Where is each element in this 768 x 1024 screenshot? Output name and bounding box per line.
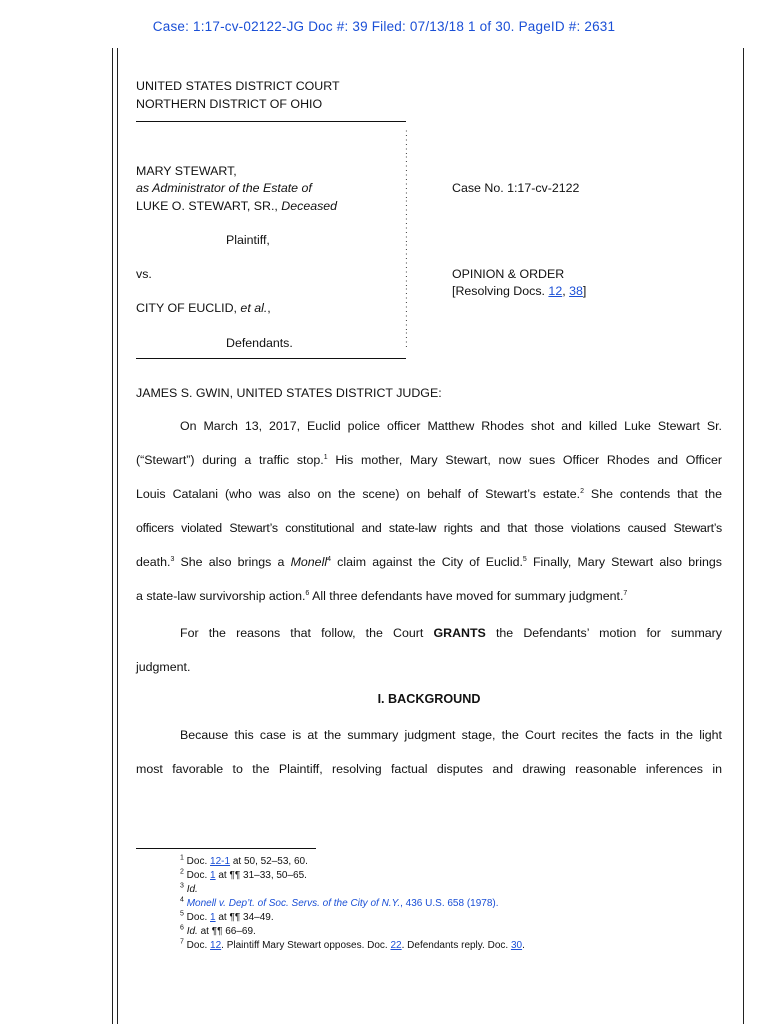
caption-divider: : : : : : : : : : : : : : : : : : : : : : : : : : [405,128,408,351]
footnote-5: $^5$ Doc. 1 at ¶¶ 34–49. [180,910,274,923]
p3-line-2: most favorable to the Plaintiff, resolving factual disputes and drawing reasonable inferences in [136,762,722,776]
caption-bottom-rule [136,358,406,359]
footnote-1: $^1$ Doc. 12-1 at 50, 52–53, 60. [180,854,308,867]
judge-line: JAMES S. GWIN, UNITED STATES DISTRICT JUDGE: [136,386,442,400]
p2-line-2: judgment. [136,660,191,674]
plaintiff-label: Plaintiff, [226,233,270,247]
defendants-label: Defendants. [226,336,293,350]
footnote-2: $^2$ Doc. 1 at ¶¶ 31–33, 50–65. [180,868,307,881]
footnote-7: $^7$ Doc. 12. Plaintiff Mary Stewart opposes. Doc. 22. Defendants reply. Doc. 30. [180,938,525,951]
versus: vs. [136,267,152,281]
p1-line-6: a state-law survivorship action.$^6$ All three defendants have moved for summary judgment.$^7$ [136,589,628,603]
plaintiff-role: as Administrator of the Estate of [136,181,312,195]
footnote-ref-1[interactable]: 1 [323,453,328,461]
p1-line-5: death.$^3$ She also brings a Monell$^4$ claim against the City of Euclid.$^5$ Finally, Mary Stewart also brings [136,555,722,569]
footnote-ref-5[interactable]: 5 [522,555,527,563]
defendant-name: CITY OF EUCLID, et al., [136,301,271,315]
footnote-ref-7[interactable]: 7 [623,589,628,597]
p1-line-1: On March 13, 2017, Euclid police officer Matthew Rhodes shot and killed Luke Stewart Sr. [180,419,722,433]
p1-line-2: (“Stewart”) during a traffic stop.$^1$ His mother, Mary Stewart, now sues Officer Rhodes and Officer [136,453,722,467]
p1-line-4: officers violated Stewart’s constitutional and state-law rights and that those violations caused Stewart’s [136,521,722,535]
paragraph-1 [136,409,722,613]
footnote-ref-3[interactable]: 3 [170,555,175,563]
doc-link-12[interactable]: 12 [548,284,563,298]
doc-link-30[interactable]: 30 [510,940,523,951]
monell-citation-link[interactable]: Monell v. Dep’t. of Soc. Servs. of the City of N.Y. [186,898,401,909]
doc-link-1-b[interactable]: 1 [210,912,216,923]
footnote-6: $^6$ Id. at ¶¶ 66–69. [180,924,256,937]
doc-link-12-1[interactable]: 12-1 [210,856,231,867]
caption-top-rule [136,121,406,122]
plaintiff-name: MARY STEWART, [136,164,237,178]
section-heading-background: I. BACKGROUND [377,692,481,706]
doc-link-38[interactable]: 38 [569,284,583,298]
court-district: NORTHERN DISTRICT OF OHIO [136,97,323,111]
doc-link-1[interactable]: 1 [210,870,216,881]
resolving-docs: [Resolving Docs. 12, 38] [452,284,587,298]
footnote-ref-2[interactable]: 2 [580,487,584,495]
footnote-rule [136,848,316,849]
paragraph-2 [136,616,722,684]
case-number: Case No. 1:17-cv-2122 [452,181,580,195]
footnote-3: $^3$ Id. [180,882,198,895]
court-name: UNITED STATES DISTRICT COURT [136,79,340,93]
footnote-ref-6[interactable]: 6 [305,589,310,597]
paragraph-3 [136,718,722,786]
footnote-ref-4[interactable]: 4 [327,555,331,563]
order-title: OPINION & ORDER [452,267,565,281]
doc-link-22[interactable]: 22 [390,940,402,951]
p2-line-1: For the reasons that follow, the Court GRANTS the Defendants’ motion for summary [180,626,722,640]
p1-line-3: Louis Catalani (who was also on the scene) on behalf of Stewart’s estate.$^2$ She contends that the [136,487,723,501]
case-header: Case: 1:17-cv-02122-JG Doc #: 39 Filed: 07/13/18 1 of 30. PageID #: 2631 [152,19,616,34]
decedent-line: LUKE O. STEWART, SR., Deceased [136,199,338,213]
doc-link-12-b[interactable]: 12 [210,940,222,951]
p3-line-1: Because this case is at the summary judgment stage, the Court recites the facts in the light [180,728,722,742]
footnote-4: $^4$ Monell v. Dep’t. of Soc. Servs. of the City of N.Y., 436 U.S. 658 (1978). [180,896,499,909]
